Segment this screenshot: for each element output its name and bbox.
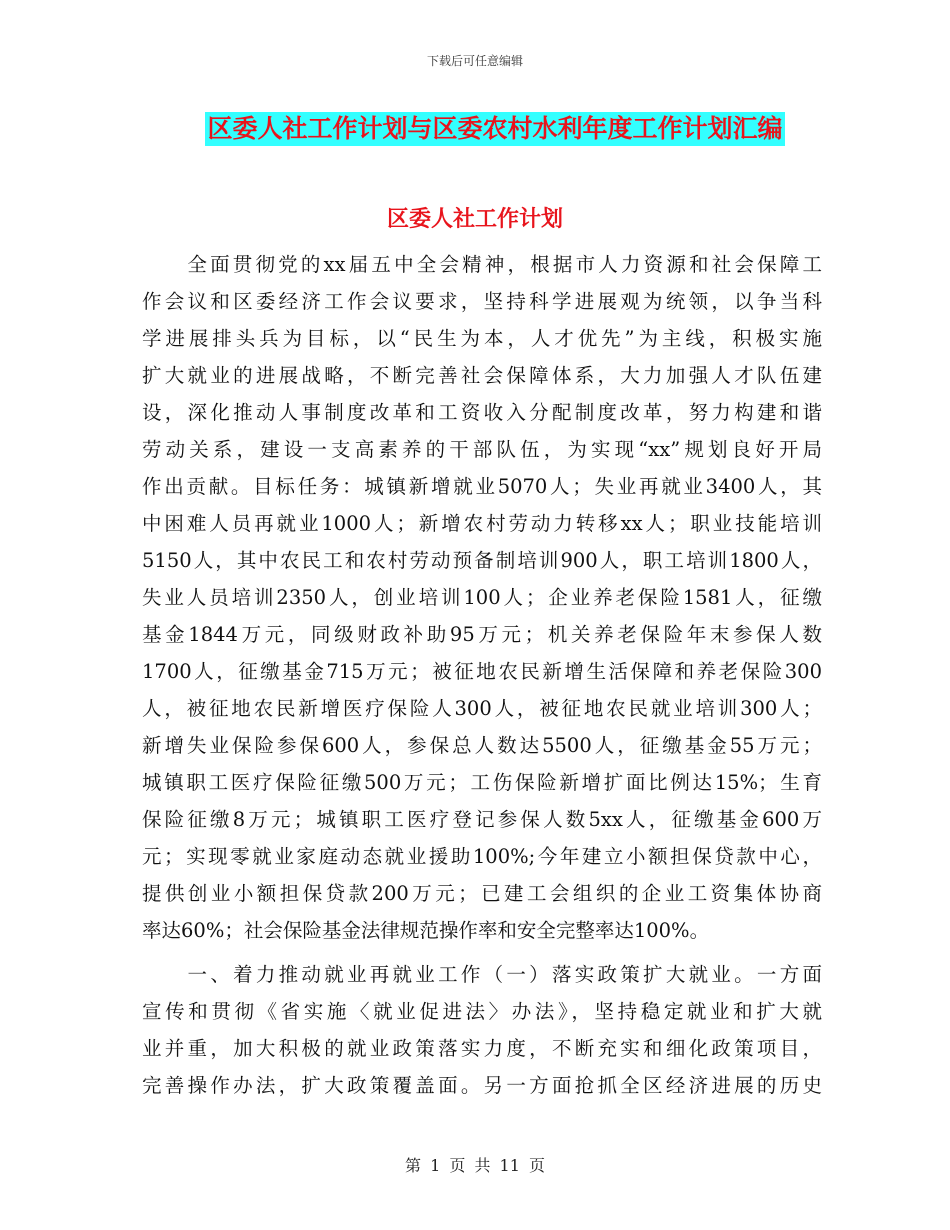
text-line: 率达60%；社会保险基金法律规范操作率和安全完整率达100%。: [142, 919, 710, 942]
text-line: 设，深化推动人事制度改革和工资收入分配制度改革，努力构建和谐: [142, 401, 822, 424]
text-line: 扩大就业的进展战略，不断完善社会保障体系，大力加强人才队伍建: [142, 364, 822, 387]
page-number: 第 1 页 共 11 页: [405, 1156, 545, 1175]
text-line: 劳动关系，建设一支高素养的干部队伍，为实现“xx”规划良好开局: [142, 438, 822, 461]
text-line: 1700人，征缴基金715万元；被征地农民新增生活保障和养老保险300: [142, 660, 822, 683]
text-line: 中困难人员再就业1000人；新增农村劳动力转移xx人；职业技能培训: [142, 512, 822, 535]
text-line: 失业人员培训2350人，创业培训100人；企业养老保险1581人，征缴: [142, 586, 822, 609]
text-line: 元；实现零就业家庭动态就业援助100%;今年建立小额担保贷款中心，: [142, 845, 822, 868]
text-line: 5150人，其中农民工和农村劳动预备制培训900人，职工培训1800人，: [142, 549, 822, 572]
text-line: 学进展排头兵为目标，以“民生为本，人才优先”为主线，积极实施: [142, 327, 822, 350]
document-body: [142, 246, 822, 1104]
text-line: 新增失业保险参保600人，参保总人数达5500人，征缴基金55万元；: [142, 734, 822, 757]
paragraph-gap: [142, 949, 822, 956]
text-line: 一、着力推动就业再就业工作（一）落实政策扩大就业。一方面: [142, 963, 822, 986]
text-line: 基金1844万元，同级财政补助95万元；机关养老保险年末参保人数: [142, 623, 822, 646]
text-line: 宣传和贯彻《省实施〈就业促进法〉办法》，坚持稳定就业和扩大就: [142, 1000, 822, 1023]
page-header-note: 下载后可任意编辑: [426, 54, 523, 68]
text-line: 业并重，加大积极的就业政策落实力度，不断充实和细化政策项目，: [142, 1037, 822, 1060]
text-line: 提供创业小额担保贷款200万元；已建工会组织的企业工资集体协商: [142, 882, 822, 905]
paragraph-1: [142, 246, 822, 949]
text-line: 保险征缴8万元；城镇职工医疗登记参保人数5xx人，征缴基金600万: [142, 808, 822, 831]
text-line: 城镇职工医疗保险征缴500万元；工伤保险新增扩面比例达15%；生育: [142, 771, 822, 794]
document-title-container: [0, 112, 950, 146]
text-line: 完善操作办法，扩大政策覆盖面。另一方面抢抓全区经济进展的历史: [142, 1074, 822, 1097]
text-line: 全面贯彻党的xx届五中全会精神，根据市人力资源和社会保障工: [142, 253, 822, 276]
document-main-title: 区委人社工作计划与区委农村水利年度工作计划汇编: [205, 112, 784, 146]
text-line: 人，被征地农民新增医疗保险人300人，被征地农民就业培训300人；: [142, 697, 822, 720]
section-title: 区委人社工作计划: [386, 207, 563, 232]
text-line: 作出贡献。目标任务：城镇新增就业5070人；失业再就业3400人，其: [142, 475, 822, 498]
paragraph-2: [142, 956, 822, 1104]
text-line: 作会议和区委经济工作会议要求，坚持科学进展观为统领，以争当科: [142, 290, 822, 313]
